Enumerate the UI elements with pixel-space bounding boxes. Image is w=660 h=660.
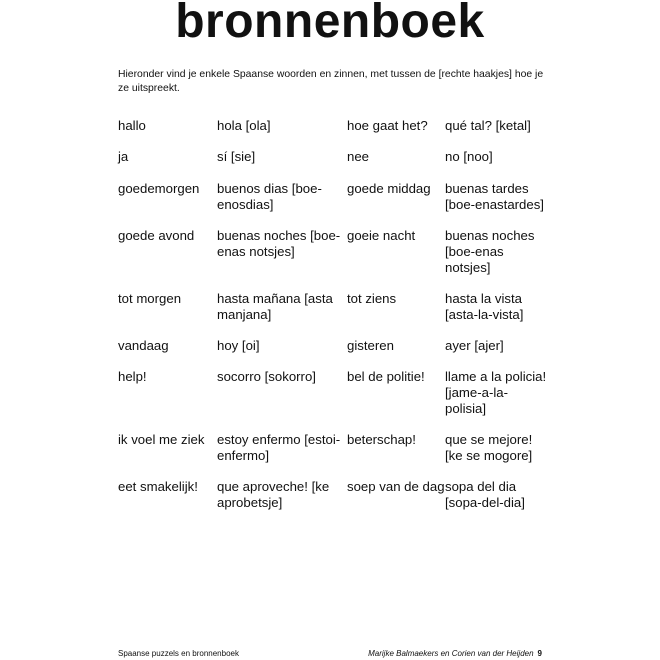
author-credit: [368, 649, 542, 659]
vocabulary-table: [118, 118, 548, 527]
spanish-word: estoy enfermo [estoi-enfermo]: [217, 432, 341, 463]
dutch-word: bel de politie!: [347, 369, 425, 384]
dutch-word: help!: [118, 369, 147, 384]
spanish-word: hasta la vista [asta-la-vista]: [445, 291, 524, 322]
table-row: [118, 149, 548, 181]
spanish-word: buenas noches [boe-enas notsjes]: [217, 228, 341, 259]
table-row: [118, 291, 548, 338]
dutch-word: beterschap!: [347, 432, 416, 447]
spanish-word: llame a la policia! [jame-a-la-polisia]: [445, 369, 547, 416]
dutch-word: hoe gaat het?: [347, 118, 428, 133]
dutch-word: gisteren: [347, 338, 394, 353]
spanish-word: buenos dias [boe-enosdias]: [217, 181, 322, 212]
spanish-word: hoy [oi]: [217, 338, 260, 353]
dutch-word: tot morgen: [118, 291, 182, 306]
spanish-word: que aproveche! [ke aprobetsje]: [217, 479, 330, 510]
spanish-word: no [noo]: [445, 149, 493, 164]
author-names: Marijke Balmaekers en Corien van der Heijden: [368, 649, 534, 658]
spanish-word: sopa del dia [sopa-del-dia]: [445, 479, 525, 510]
book-title: Spaanse puzzels en bronnenboek: [118, 649, 239, 658]
spanish-word: buenas noches [boe-enas notsjes]: [445, 228, 535, 275]
spanish-word: qué tal? [ketal]: [445, 118, 531, 133]
spanish-word: sí [sie]: [217, 149, 256, 164]
spanish-word: ayer [ajer]: [445, 338, 504, 353]
spanish-word: hola [ola]: [217, 118, 271, 133]
dutch-word: ik voel me ziek: [118, 432, 205, 447]
page-title: bronnenboek: [175, 0, 485, 48]
dutch-word: goeie nacht: [347, 228, 416, 243]
page-number: 9: [537, 649, 542, 658]
spanish-word: socorro [sokorro]: [217, 369, 316, 384]
table-row: [118, 479, 548, 527]
dutch-word: goede avond: [118, 228, 195, 243]
dutch-word: soep van de dag: [347, 479, 445, 494]
dutch-word: nee: [347, 149, 370, 164]
table-row: [118, 338, 548, 369]
table-row: [118, 181, 548, 228]
dutch-word: eet smakelijk!: [118, 479, 198, 494]
table-row: [118, 228, 548, 291]
dutch-word: hallo: [118, 118, 146, 133]
dutch-word: vandaag: [118, 338, 169, 353]
intro-text: Hieronder vind je enkele Spaanse woorden en zinnen, met tussen de [rechte haakjes] hoe je ze uitspreekt.: [118, 69, 544, 94]
dutch-word: goedemorgen: [118, 181, 200, 196]
dutch-word: ja: [118, 149, 129, 164]
spanish-word: que se mejore! [ke se mogore]: [445, 432, 533, 463]
table-row: [118, 369, 548, 432]
dutch-word: tot ziens: [347, 291, 397, 306]
table-row: [118, 432, 548, 479]
spanish-word: hasta mañana [asta manjana]: [217, 291, 333, 322]
table-row: [118, 118, 548, 149]
spanish-word: buenas tardes [boe-enastardes]: [445, 181, 544, 212]
dutch-word: goede middag: [347, 181, 431, 196]
